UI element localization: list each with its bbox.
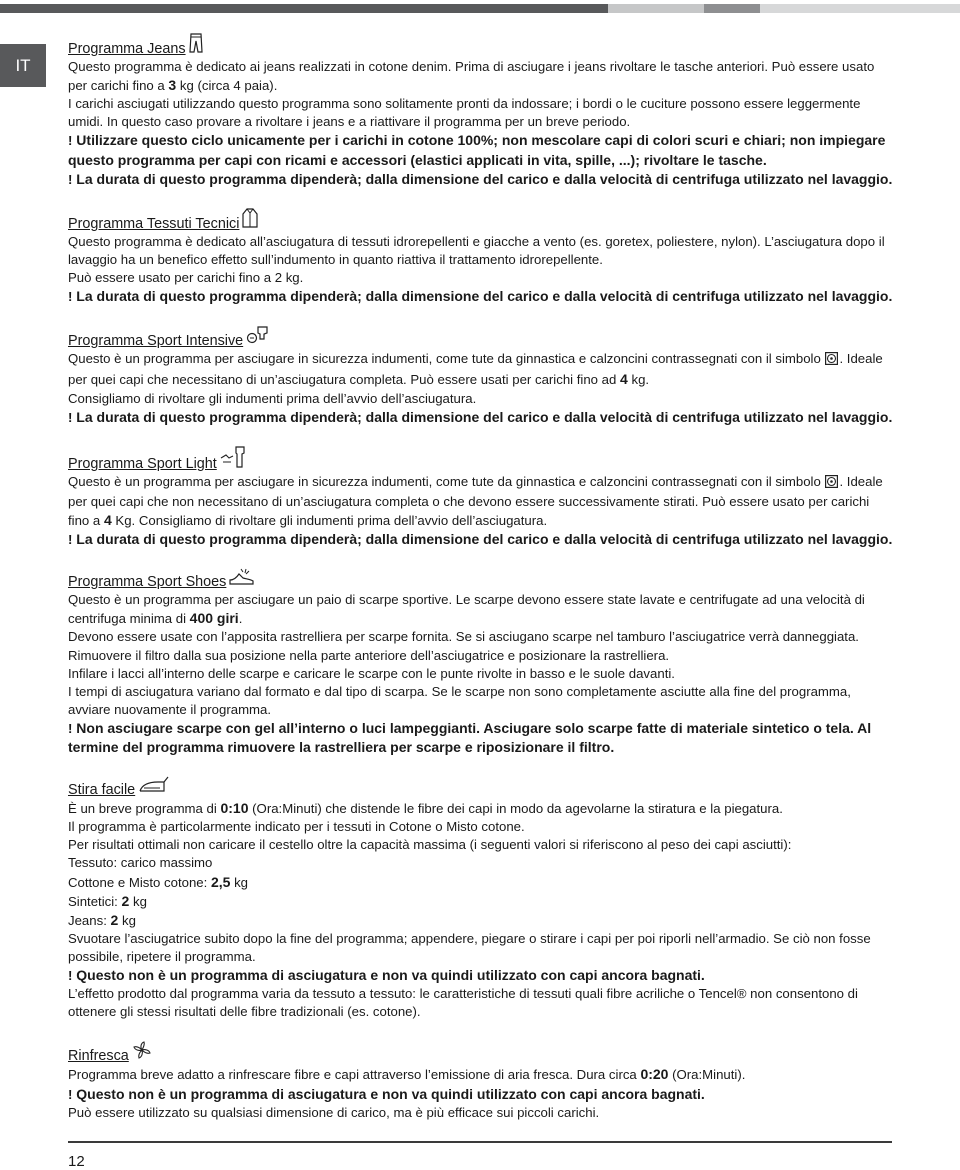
- text-fragment: Cottone e Misto cotone:: [68, 874, 211, 890]
- text-fragment: (Ora:Minuti).: [668, 1067, 746, 1083]
- section-heading: [68, 446, 894, 473]
- language-tab: IT: [0, 44, 46, 87]
- top-bar-segment-mid: [704, 4, 760, 13]
- program-section: [68, 776, 894, 1021]
- sport-intensive-icon: [246, 325, 270, 350]
- text-fragment: Questo è un programma per asciugare un paio di scarpe sportive. Le scarpe devono essere state lavate e centrifugate ad una velocità di centrifuga minima di: [68, 592, 865, 627]
- text-fragment: I tempi di asciugatura variano dal formato e dal tipo di scarpa. Se le scarpe non sono completamente asciutte alla fine del programma, avviare nuovamente il programma.: [68, 683, 851, 717]
- paragraph: [68, 628, 894, 664]
- text-fragment: Può essere utilizzato su qualsiasi dimensione di carico, ma è più efficace sui piccoli carichi.: [68, 1104, 600, 1120]
- text-fragment: Devono essere usate con l’apposita rastrelliera per scarpe fornita. Se si asciugano scarpe nel tamburo l’asciugatrice verrà danneggiata. Rimuovere il filtro dalla sua posizione nella parte anteriore dell’asciugatrice e posizionare la rastrelliera.: [68, 629, 859, 663]
- paragraph: [68, 892, 894, 911]
- sport-garment-symbol-icon: [825, 352, 838, 370]
- paragraph: [68, 1104, 894, 1122]
- program-section: [68, 33, 894, 189]
- section-heading: [68, 325, 894, 350]
- paragraph: [68, 911, 894, 930]
- text-fragment: Svuotare l’asciugatrice subito dopo la fine del programma; appendere, piegare o stirare i capi per poi riporli nell’armadio. Se ciò non fosse possibile, ripetere il programma.: [68, 930, 871, 964]
- jeans-icon: [189, 33, 203, 58]
- paragraph: [68, 591, 894, 628]
- section-heading: [68, 568, 894, 591]
- emphasized-value: Utilizzare questo ciclo unicamente per i carichi in cotone 100%; non mescolare capi di colori scuri e chiari; non impiegare questo programma per capi con ricami e accessori (elastici applicati in vita, spille, ...); rivoltare le tasche.: [68, 132, 886, 168]
- emphasized-value: 4: [103, 511, 112, 528]
- emphasized-value: La durata di questo programma dipenderà; dalla dimensione del carico e dalla velocità di centrifuga utilizzato nel lavaggio.: [72, 288, 893, 305]
- text-fragment: Questo è un programma per asciugare in sicurezza indumenti, come tute da ginnastica e calzoncini contrassegnati con il simbolo: [68, 473, 825, 489]
- emphasized-value: Non asciugare scarpe con gel all’interno o luci lampeggianti. Asciugare solo scarpe fatte di materiale sintetico o tela. Al termine del programma rimuovere la rastrelliera per scarpe e riposizionare il filtro.: [68, 719, 872, 755]
- text-fragment: Tessuto: carico massimo: [68, 855, 213, 871]
- section-title: Stira facile: [68, 782, 136, 799]
- paragraph: [68, 530, 894, 549]
- paragraph: [68, 985, 894, 1021]
- text-fragment: . Ideale per quei capi che non necessitano di un’asciugatura completa o che devono essere successivamente stirati. Può essere usato per carichi fino a: [68, 473, 883, 528]
- text-fragment: kg (circa 4 paia).: [176, 78, 278, 94]
- emphasized-value: 0:20: [640, 1066, 669, 1083]
- paragraph: [68, 799, 894, 818]
- sport-light-icon: [220, 446, 248, 473]
- warning-mark: !: [68, 171, 73, 187]
- paragraph: [68, 131, 894, 169]
- text-fragment: I carichi asciugati utilizzando questo programma sono solitamente pronti da indossare; i bordi o le cuciture possono essere leggermente umidi. In questo caso provare a rivoltare i jeans e a riattivare il programma per un breve periodo.: [68, 96, 861, 130]
- section-title: Programma Sport Shoes: [68, 574, 227, 591]
- emphasized-value: La durata di questo programma dipenderà; dalla dimensione del carico e dalla velocità di centrifuga utilizzato nel lavaggio.: [72, 531, 893, 548]
- emphasized-value: La durata di questo programma dipenderà; dalla dimensione del carico e dalla velocità di centrifuga utilizzato nel lavaggio.: [72, 170, 893, 187]
- iron-icon: [138, 776, 170, 799]
- text-fragment: (Ora:Minuti) che distende le fibre dei capi in modo da agevolarne la stiratura e la piegatura.: [248, 801, 783, 817]
- paragraph: [68, 854, 894, 872]
- emphasized-value: Questo non è un programma di asciugatura e non va quindi utilizzato con capi ancora bagnati.: [72, 1085, 705, 1102]
- section-heading: [68, 1040, 894, 1065]
- emphasized-value: La durata di questo programma dipenderà; dalla dimensione del carico e dalla velocità di centrifuga utilizzato nel lavaggio.: [72, 408, 893, 425]
- section-heading: [68, 776, 894, 799]
- warning-mark: !: [68, 1086, 73, 1102]
- paragraph: [68, 350, 894, 389]
- emphasized-value: 3: [168, 77, 177, 94]
- paragraph: [68, 818, 894, 836]
- program-section: [68, 325, 894, 426]
- emphasized-value: 400 giri: [189, 610, 239, 627]
- warning-mark: !: [68, 720, 73, 736]
- section-title: Programma Jeans: [68, 41, 186, 57]
- text-fragment: È un breve programma di: [68, 801, 221, 817]
- paragraph: [68, 287, 894, 306]
- warning-mark: !: [68, 409, 73, 425]
- paragraph: [68, 873, 894, 892]
- text-fragment: Questo programma è dedicato ai jeans realizzati in cotone denim. Prima di asciugare i jeans rivoltare le tasche anteriori. Può essere usato per carichi fino a: [68, 59, 875, 94]
- page-content: [68, 33, 894, 1141]
- section-title: Programma Sport Light: [68, 455, 217, 472]
- text-fragment: . Ideale per quei capi che necessitano di un’asciugatura completa. Può essere usati per carichi fino ad: [68, 351, 883, 388]
- text-fragment: Può essere usato per carichi fino a 2 kg.: [68, 270, 304, 286]
- footer-rule: [68, 1141, 892, 1143]
- paragraph: [68, 390, 894, 408]
- top-bar-segment-dark: [0, 4, 608, 13]
- paragraph: [68, 1085, 894, 1104]
- text-fragment: .: [238, 611, 243, 627]
- emphasized-value: Questo non è un programma di asciugatura e non va quindi utilizzato con capi ancora bagnati.: [72, 967, 705, 984]
- text-fragment: kg: [129, 893, 147, 909]
- section-title: Programma Sport Intensive: [68, 333, 244, 350]
- paragraph: [68, 836, 894, 854]
- paragraph: [68, 1065, 894, 1084]
- paragraph: [68, 269, 894, 287]
- program-section: [68, 208, 894, 306]
- text-fragment: Kg. Consigliamo di rivoltare gli indumenti prima dell’avvio dell’asciugatura.: [111, 512, 548, 528]
- text-fragment: L’effetto prodotto dal programma varia da tessuto a tessuto: le caratteristiche di tessuti quali fibre acriliche o Tencel® non consentono di ottenere gli stessi risultati delle fibre tradizionali (es. cotone).: [68, 986, 858, 1020]
- technical-fabric-icon: [242, 208, 258, 233]
- top-color-bar: [0, 4, 960, 13]
- refresh-icon: [132, 1040, 152, 1065]
- program-section: [68, 1040, 894, 1121]
- top-bar-segment-light: [608, 4, 704, 13]
- section-heading: [68, 208, 894, 233]
- text-fragment: Il programma è particolarmente indicato per i tessuti in Cotone o Misto cotone.: [68, 819, 525, 835]
- paragraph: [68, 665, 894, 683]
- program-section: [68, 568, 894, 757]
- warning-mark: !: [68, 133, 73, 149]
- paragraph: [68, 95, 894, 131]
- emphasized-value: 0:10: [220, 800, 249, 817]
- text-fragment: Programma breve adatto a rinfrescare fibre e capi attraverso l’emissione di aria fresca. Dura circa: [68, 1067, 641, 1083]
- top-bar-segment-light: [760, 4, 960, 13]
- text-fragment: Questo è un programma per asciugare in sicurezza indumenti, come tute da ginnastica e calzoncini contrassegnati con il simbolo: [68, 351, 825, 367]
- paragraph: [68, 683, 894, 719]
- page-number: 12: [68, 1153, 85, 1170]
- section-title: Rinfresca: [68, 1048, 129, 1065]
- section-heading: [68, 33, 894, 58]
- emphasized-value: 2: [121, 892, 130, 909]
- text-fragment: Questo programma è dedicato all’asciugatura di tessuti idrorepellenti e giacche a vento (es. goretex, poliestere, nylon). L’asciugatura dopo il lavaggio ha un benefico effetto sull’indumento in quanto riattiva il trattamento idrorepellente.: [68, 233, 885, 267]
- paragraph: [68, 930, 894, 966]
- paragraph: [68, 966, 894, 985]
- warning-mark: !: [68, 532, 73, 548]
- program-section: [68, 446, 894, 549]
- sport-garment-symbol-icon: [825, 475, 838, 493]
- warning-mark: !: [68, 968, 73, 984]
- text-fragment: kg.: [627, 372, 650, 388]
- text-fragment: Jeans:: [68, 912, 111, 928]
- text-fragment: kg: [118, 912, 136, 928]
- emphasized-value: 2,5: [210, 873, 231, 890]
- sport-shoes-icon: [229, 568, 255, 591]
- paragraph: [68, 58, 894, 95]
- text-fragment: Sintetici:: [68, 893, 122, 909]
- text-fragment: Consigliamo di rivoltare gli indumenti prima dell’avvio dell’asciugatura.: [68, 390, 477, 406]
- emphasized-value: 2: [110, 911, 119, 928]
- section-title: Programma Tessuti Tecnici: [68, 215, 240, 232]
- paragraph: [68, 719, 894, 757]
- paragraph: [68, 473, 894, 530]
- text-fragment: kg: [230, 874, 249, 890]
- emphasized-value: 4: [620, 371, 628, 388]
- paragraph: [68, 170, 894, 189]
- paragraph: [68, 408, 894, 427]
- paragraph: [68, 233, 894, 269]
- text-fragment: Infilare i lacci all’interno delle scarpe e caricare le scarpe con le punte rivolte in basso e le suole davanti.: [68, 665, 675, 681]
- text-fragment: Per risultati ottimali non caricare il cestello oltre la capacità massima (i seguenti valori si riferiscono al peso dei capi asciutti):: [68, 837, 792, 853]
- warning-mark: !: [68, 289, 73, 305]
